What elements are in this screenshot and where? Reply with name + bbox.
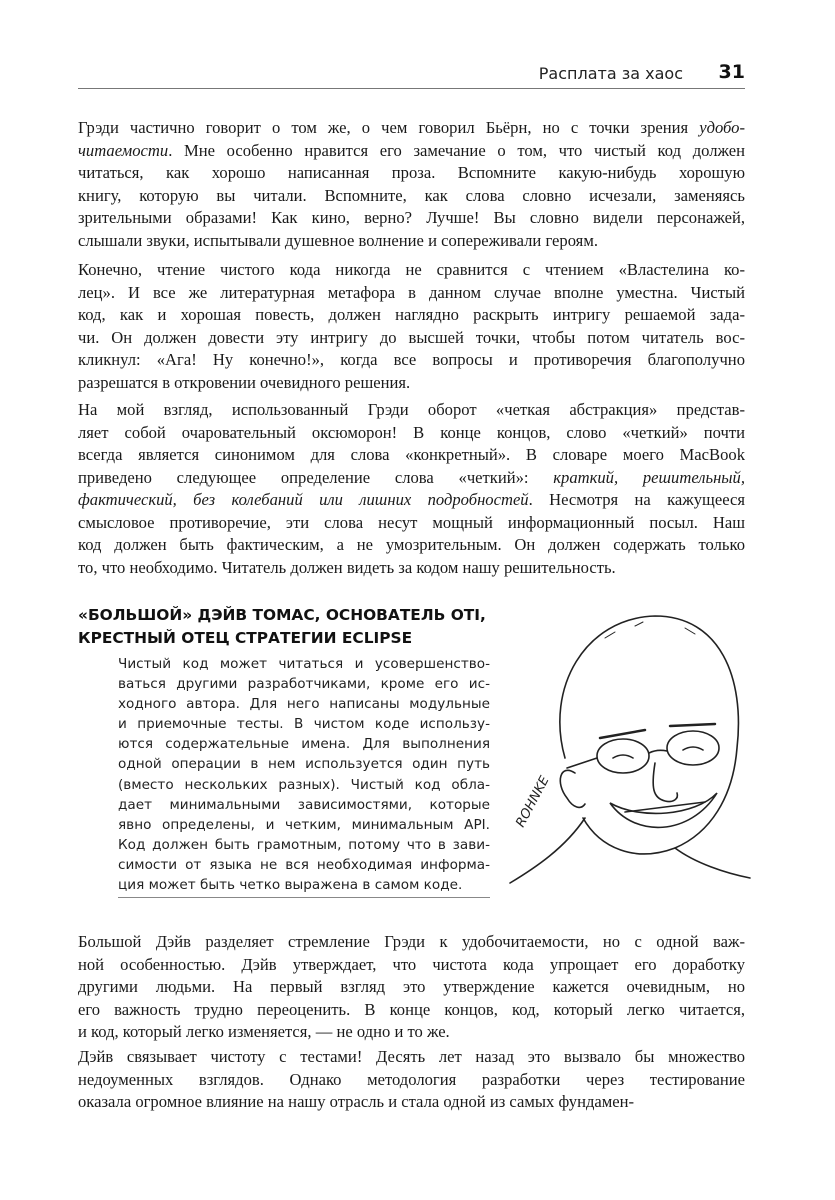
text-line: одной операции в нем используется один путь bbox=[118, 756, 490, 773]
text-line: недоуменных взглядов. Однако методология разработки через тестирование bbox=[78, 1069, 745, 1089]
text-line: читаться, как хорошо написанная проза. Вспомните какую-нибудь хорошую bbox=[78, 163, 745, 182]
text-line bbox=[78, 140, 745, 163]
text-line: зрительными образами! Как кино, верно? Лучше! Вы словно видели персонажей, bbox=[78, 208, 745, 227]
text-line: дает минимальными зависимостями, которые bbox=[118, 796, 490, 813]
text-line: книгу, которую вы читали. Вспомните, как слова словно исчезали, заменяясь bbox=[78, 185, 745, 205]
sidebar-quote bbox=[118, 654, 490, 895]
sidebar-heading-line: «БОЛЬШОЙ» ДЭЙВ ТОМАС, ОСНОВАТЕЛЬ OTI, bbox=[78, 606, 486, 624]
text-line: симости от языка не вся необходимая информа- bbox=[118, 856, 490, 873]
paragraph bbox=[78, 931, 745, 1044]
text-line: кликнул: «Ага! Ну конечно!», когда все вопросы и противоречия благополучно bbox=[78, 350, 745, 369]
paragraph bbox=[78, 1046, 745, 1114]
text-line: смысловое противоречие, эти слова несут мощный информационный посыл. Наш bbox=[78, 512, 745, 532]
text-line: Конечно, чтение чистого кода никогда не сравнится с чтением «Властелина ко- bbox=[78, 260, 745, 279]
text-line: Дэйв связывает чистоту с тестами! Десять лет назад это вызвало бы множество bbox=[78, 1047, 745, 1066]
text-line: другими людьми. На первый взгляд это утверждение кажется очевидным, но bbox=[78, 977, 745, 996]
text-line: На мой взгляд, использованный Грэди оборот «четкая абстракция» представ- bbox=[78, 400, 745, 419]
text-line: его важность трудно переоценить. В конце концов, код, который легко читается, bbox=[78, 999, 745, 1019]
text-line: код, как и хорошая повесть, должен наглядно раскрыть интригу решаемой зада- bbox=[78, 305, 745, 324]
text-line bbox=[78, 467, 745, 490]
italic-text: читаемости bbox=[78, 140, 169, 160]
text-line bbox=[78, 117, 745, 140]
italic-text: краткий, решительный, bbox=[553, 467, 745, 487]
text-line: и приемочные тесты. В чистом коде использу- bbox=[118, 716, 490, 733]
text-line: ходного автора. Для него написаны модульные bbox=[118, 696, 490, 713]
text-line: разрешатся в откровении очевидного решения. bbox=[78, 372, 411, 392]
portrait-illustration bbox=[505, 598, 755, 888]
text-line: ляет собой очаровательный оксюморон! В конце концов, слово «четкий» почти bbox=[78, 422, 745, 442]
text-line: чи. Он должен довести эту интригу до высшей точки, чтобы потом читатель вос- bbox=[78, 327, 745, 347]
text-span: Грэди частично говорит о том же, о чем говорил Бьёрн, но с точки зрения bbox=[78, 118, 700, 137]
italic-text: удобо- bbox=[699, 118, 745, 137]
chapter-title: Расплата за хаос bbox=[538, 64, 683, 83]
text-line: то, что необходимо. Читатель должен видеть за кодом нашу решительность. bbox=[78, 557, 616, 577]
text-line: код должен быть фактическим, а не умозрительным. Он должен содержать только bbox=[78, 535, 745, 554]
text-line: слышали звуки, испытывали душевное волнение и сопереживали героям. bbox=[78, 230, 598, 250]
text-line: всегда является синонимом для слова «конкретный». В словаре моего MacBook bbox=[78, 445, 745, 464]
text-span: . Несмотря на кажущееся bbox=[528, 490, 745, 509]
running-header bbox=[78, 60, 745, 89]
paragraph bbox=[78, 259, 745, 394]
text-line: ются содержательные имена. Для выполнения bbox=[118, 736, 490, 753]
text-line: Чистый код может читаться и усовершенство- bbox=[118, 656, 490, 672]
text-line bbox=[78, 489, 745, 512]
text-line: (вместо нескольких разных). Чистый код обла- bbox=[118, 776, 490, 793]
text-span: приведено следующее определение слова «четкий»: bbox=[78, 467, 554, 487]
divider bbox=[118, 897, 490, 898]
text-line: ваться другими разработчиками, кроме его ис- bbox=[118, 676, 490, 693]
signature: ROHNKE bbox=[513, 773, 553, 830]
text-line: Код должен быть грамотным, потому что в зави- bbox=[118, 836, 490, 853]
text-line: ной особенностью. Дэйв утверждает, что чистота кода упрощает его доработку bbox=[78, 954, 745, 974]
text-line: Большой Дэйв разделяет стремление Грэди к удобочитаемости, но с одной важ- bbox=[78, 932, 745, 951]
text-line: явно определены, и четким, минимальным API. bbox=[118, 816, 490, 833]
text-span: . Мне особенно нравится его замечание о том, что чистый код должен bbox=[168, 140, 745, 160]
text-line: ция может быть четко выражена в самом коде. bbox=[118, 877, 463, 894]
text-line: лец». И все же литературная метафора в данном случае вполне уместна. Чистый bbox=[78, 282, 745, 302]
italic-text: фактический, без колебаний или лишних подробностей bbox=[78, 490, 529, 509]
text-line: оказала огромное влияние на нашу отрасль и стала одной из самых фундамен- bbox=[78, 1092, 635, 1111]
paragraph bbox=[78, 399, 745, 579]
paragraph bbox=[78, 117, 745, 252]
text-line: и код, который легко изменяется, — не одно и то же. bbox=[78, 1022, 450, 1041]
page-number: 31 bbox=[718, 61, 745, 83]
sidebar-heading bbox=[78, 604, 486, 650]
sidebar-heading-line: КРЕСТНЫЙ ОТЕЦ СТРАТЕГИИ ECLIPSE bbox=[78, 629, 413, 647]
